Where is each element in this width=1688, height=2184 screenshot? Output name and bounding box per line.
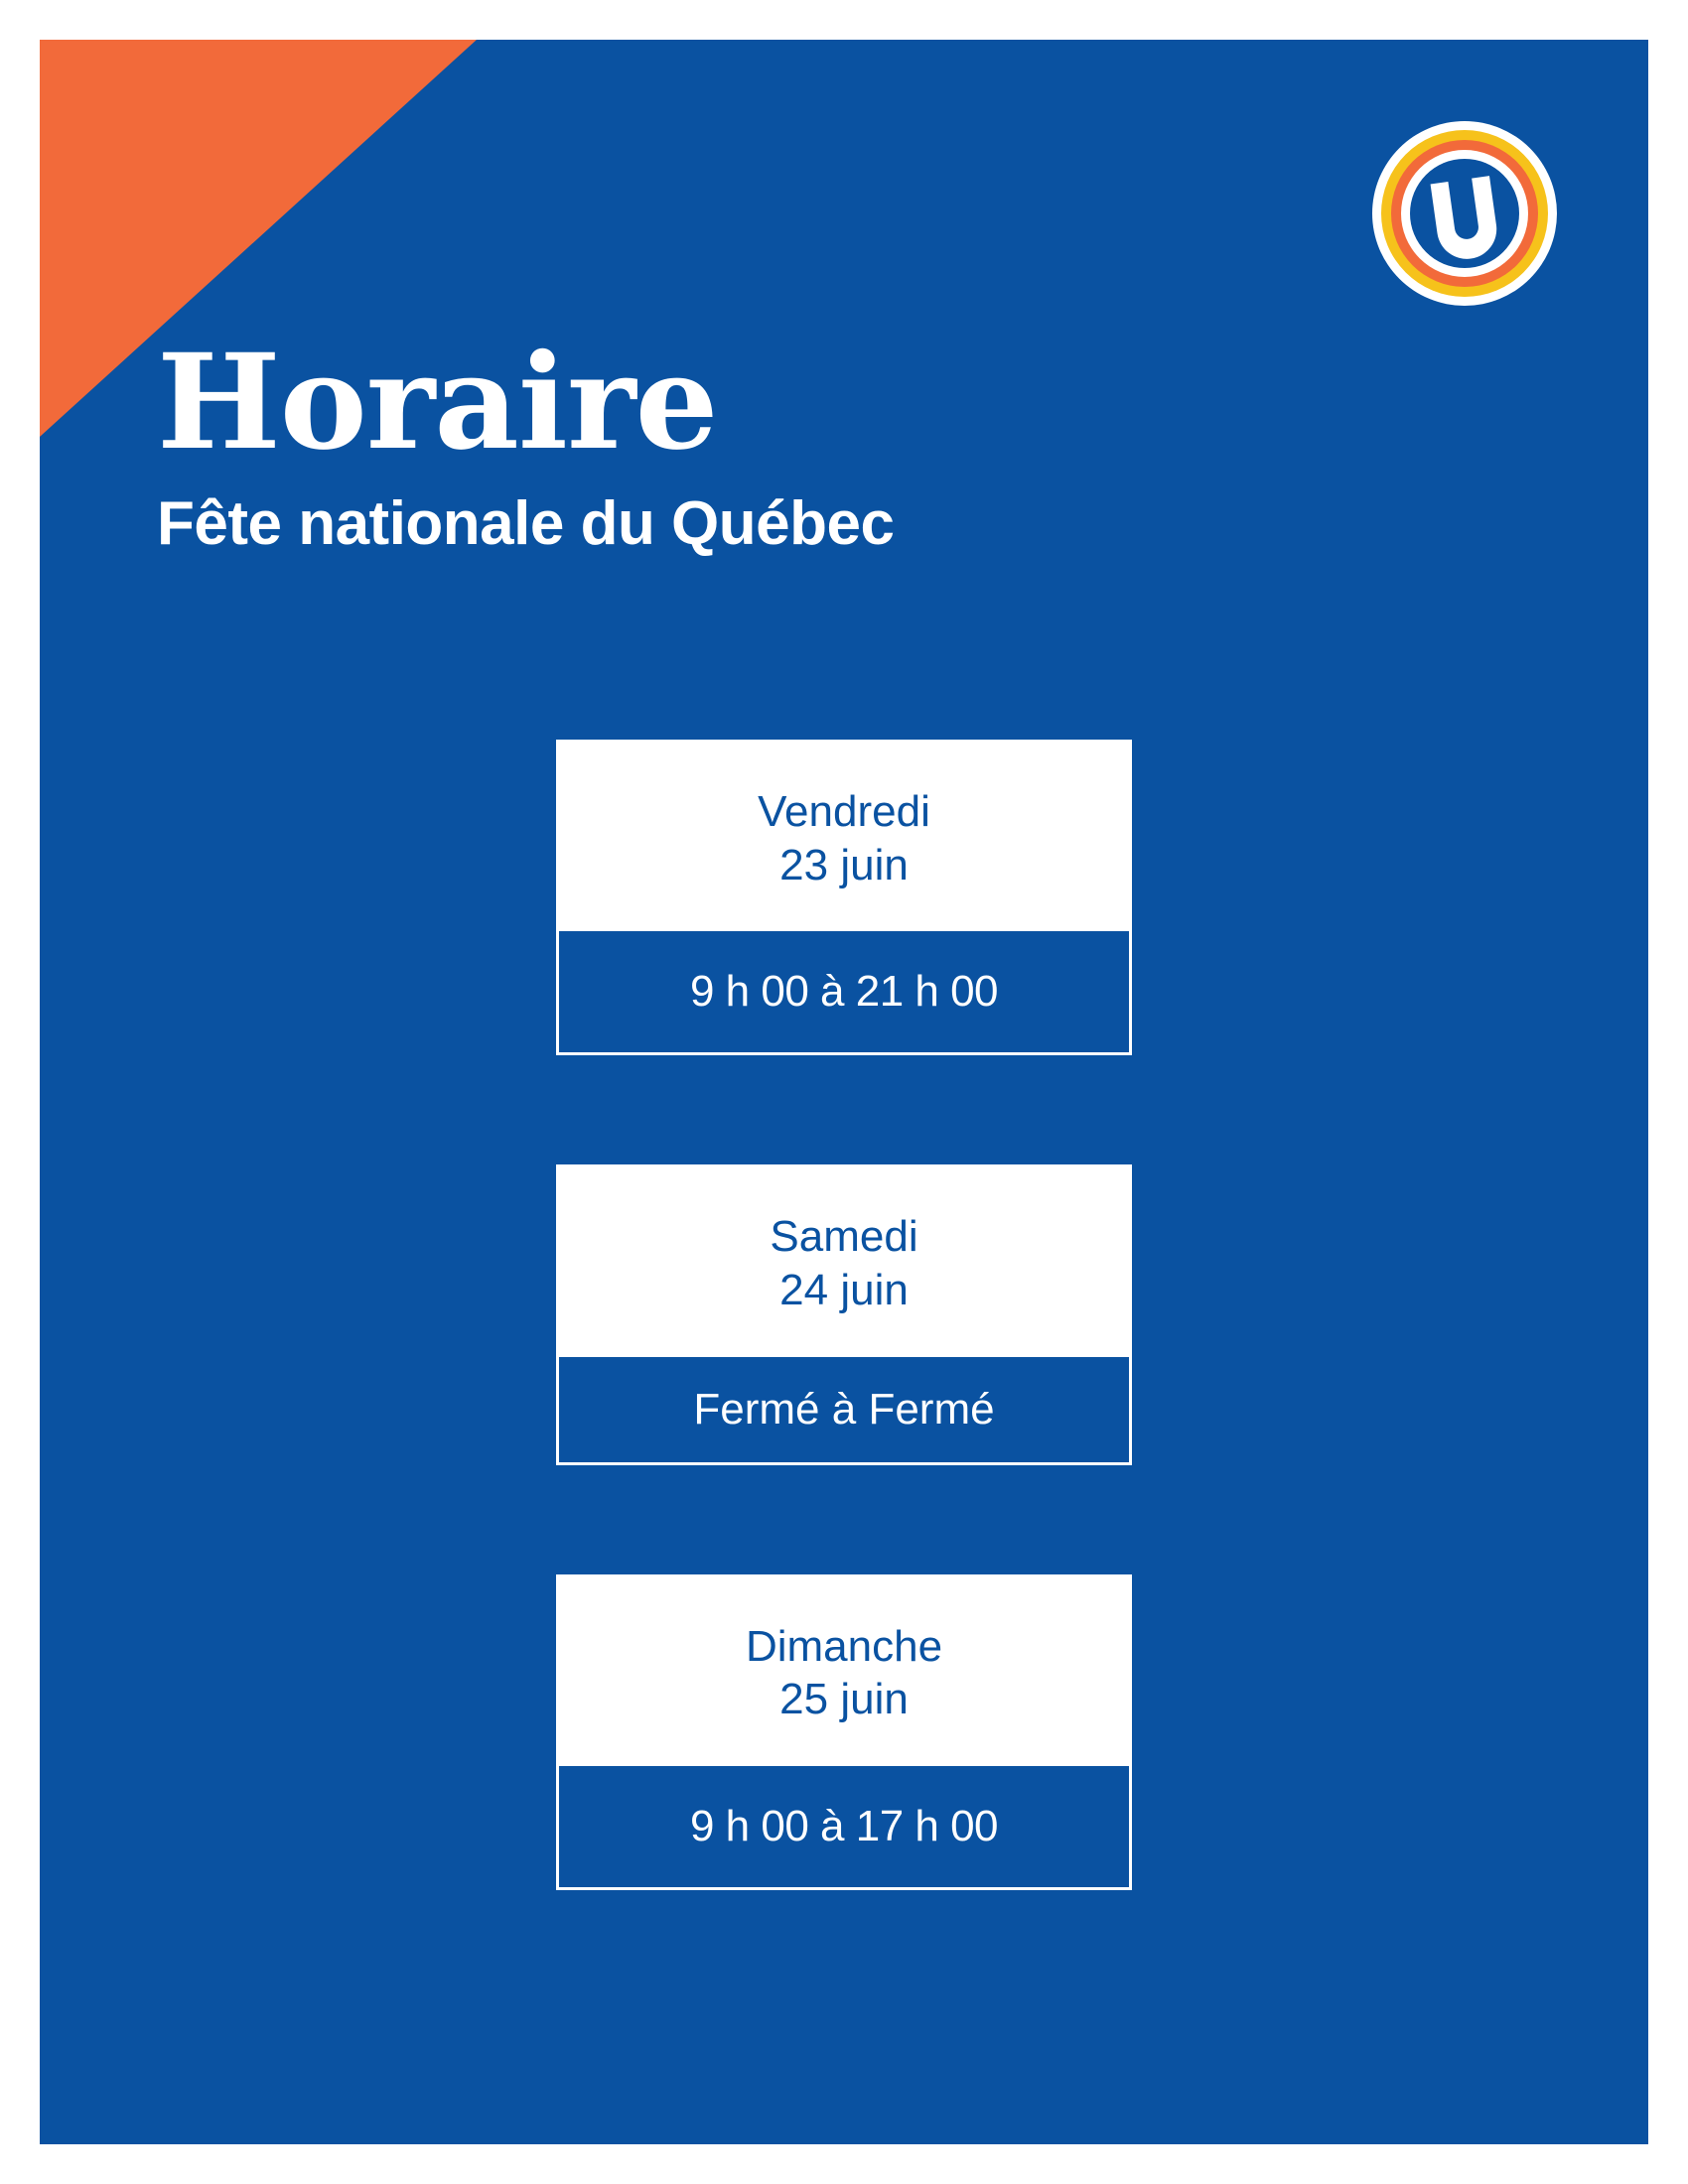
- page-subtitle: Fête nationale du Québec: [157, 489, 895, 558]
- schedule-card: [556, 1574, 1132, 1890]
- schedule-day-date: 25 juin: [779, 1675, 909, 1724]
- schedule-day-name: Vendredi: [758, 787, 930, 836]
- schedule-card-hours: Fermé à Fermé: [556, 1357, 1132, 1465]
- page-title: Horaire: [157, 326, 718, 479]
- schedule-card-day: [556, 1164, 1132, 1356]
- schedule-day-date: 24 juin: [779, 1266, 909, 1315]
- schedule-list: [40, 740, 1648, 1890]
- schedule-card: [556, 740, 1132, 1055]
- schedule-day-name: Dimanche: [745, 1621, 943, 1671]
- schedule-card: [556, 1164, 1132, 1464]
- title-block: [157, 326, 1249, 558]
- schedule-card-day: [556, 1574, 1132, 1766]
- schedule-card-hours: 9 h 00 à 21 h 00: [556, 931, 1132, 1055]
- schedule-day-name: Samedi: [770, 1212, 918, 1262]
- schedule-day-date: 23 juin: [779, 840, 909, 889]
- schedule-card-day: [556, 740, 1132, 931]
- poster-background: [40, 40, 1648, 2144]
- university-logo: [1370, 119, 1559, 308]
- schedule-card-hours: 9 h 00 à 17 h 00: [556, 1766, 1132, 1890]
